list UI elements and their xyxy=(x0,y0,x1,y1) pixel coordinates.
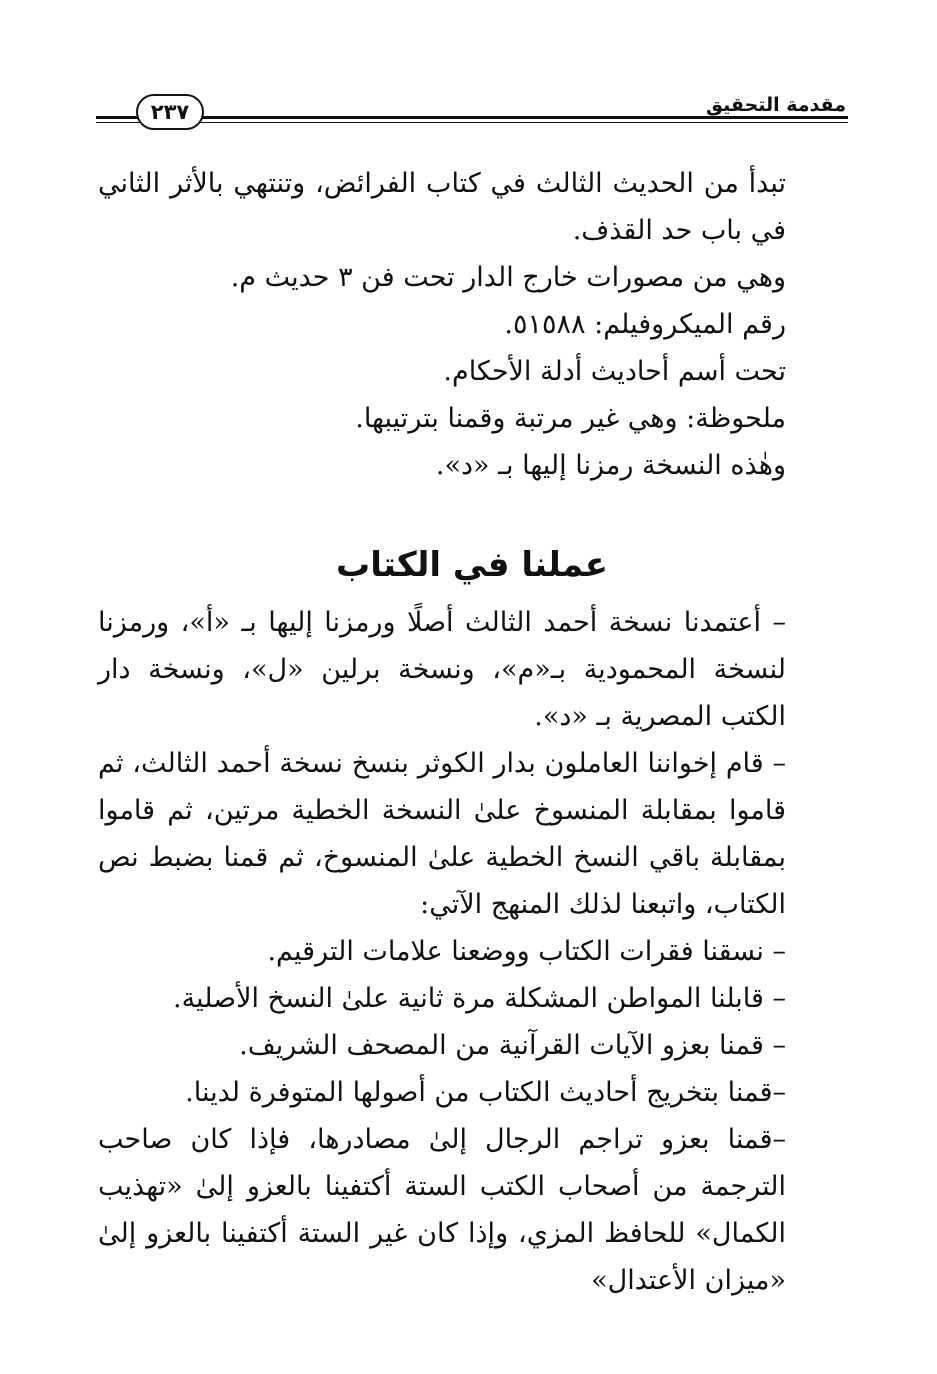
paragraph-9: –قمنا بعزو تراجم الرجال إلىٰ مصادرها، فإذا كان صاحب الترجمة من أصحاب الكتب الستة أكتفينا بالعزو إلىٰ «تهذيب الكمال» للحافظ المزي، وإذا كان غير الستة أكتفينا بالعزو إلىٰ «ميزان الأعتدال» xyxy=(98,1124,786,1296)
header-rule-thick xyxy=(96,116,848,119)
bullet-2: – قابلنا المواطن المشكلة مرة ثانية علىٰ النسخ الأصلية. xyxy=(173,983,786,1014)
section-heading: عملنا في الكتاب xyxy=(336,545,608,585)
paragraph-4: تحت أسم أحاديث أدلة الأحكام. xyxy=(443,356,786,387)
paragraph-7: – أعتمدنا نسخة أحمد الثالث أصلًا ورمزنا إليها بـ «أ»، ورمزنا لنسخة المحمودية بـ«م»، ونسخة برلين «ل»، ونسخة دار الكتب المصرية بـ «د». xyxy=(98,607,786,732)
paragraph-3: رقم الميكروفيلم: ٥١٥٨٨. xyxy=(504,309,786,340)
paragraph-6: وهٰذه النسخة رمزنا إليها بـ «د». xyxy=(435,450,786,481)
page-number: ٢٣٧ xyxy=(136,94,204,130)
bullet-1: – نسقنا فقرات الكتاب ووضعنا علامات الترقيم. xyxy=(267,936,786,967)
bullet-3: – قمنا بعزو الآيات القرآنية من المصحف الشريف. xyxy=(239,1030,786,1061)
paragraph-1: تبدأ من الحديث الثالث في كتاب الفرائض، وتنتهي بالأثر الثاني في باب حد القذف. xyxy=(98,168,786,246)
paragraph-2: وهي من مصورات خارج الدار تحت فن ٣ حديث م. xyxy=(230,262,786,293)
bullet-4: –قمنا بتخريج أحاديث الكتاب من أصولها المتوفرة لدينا. xyxy=(185,1077,786,1108)
running-title: مقدمة التحقيق xyxy=(706,94,846,116)
page-header xyxy=(96,90,848,130)
page-body xyxy=(98,160,846,1304)
paragraph-5: ملحوظة: وهي غير مرتبة وقمنا بترتيبها. xyxy=(355,403,786,434)
paragraph-8: – قام إخواننا العاملون بدار الكوثر بنسخ نسخة أحمد الثالث، ثم قاموا بمقابلة المنسوخ علىٰ النسخة الخطية مرتين، ثم قاموا بمقابلة باقي النسخ الخطية علىٰ المنسوخ، ثم قمنا بضبط نص الكتاب، واتبعنا لذلك المنهج الآتي: xyxy=(98,748,786,920)
header-rule-thin xyxy=(96,122,848,123)
